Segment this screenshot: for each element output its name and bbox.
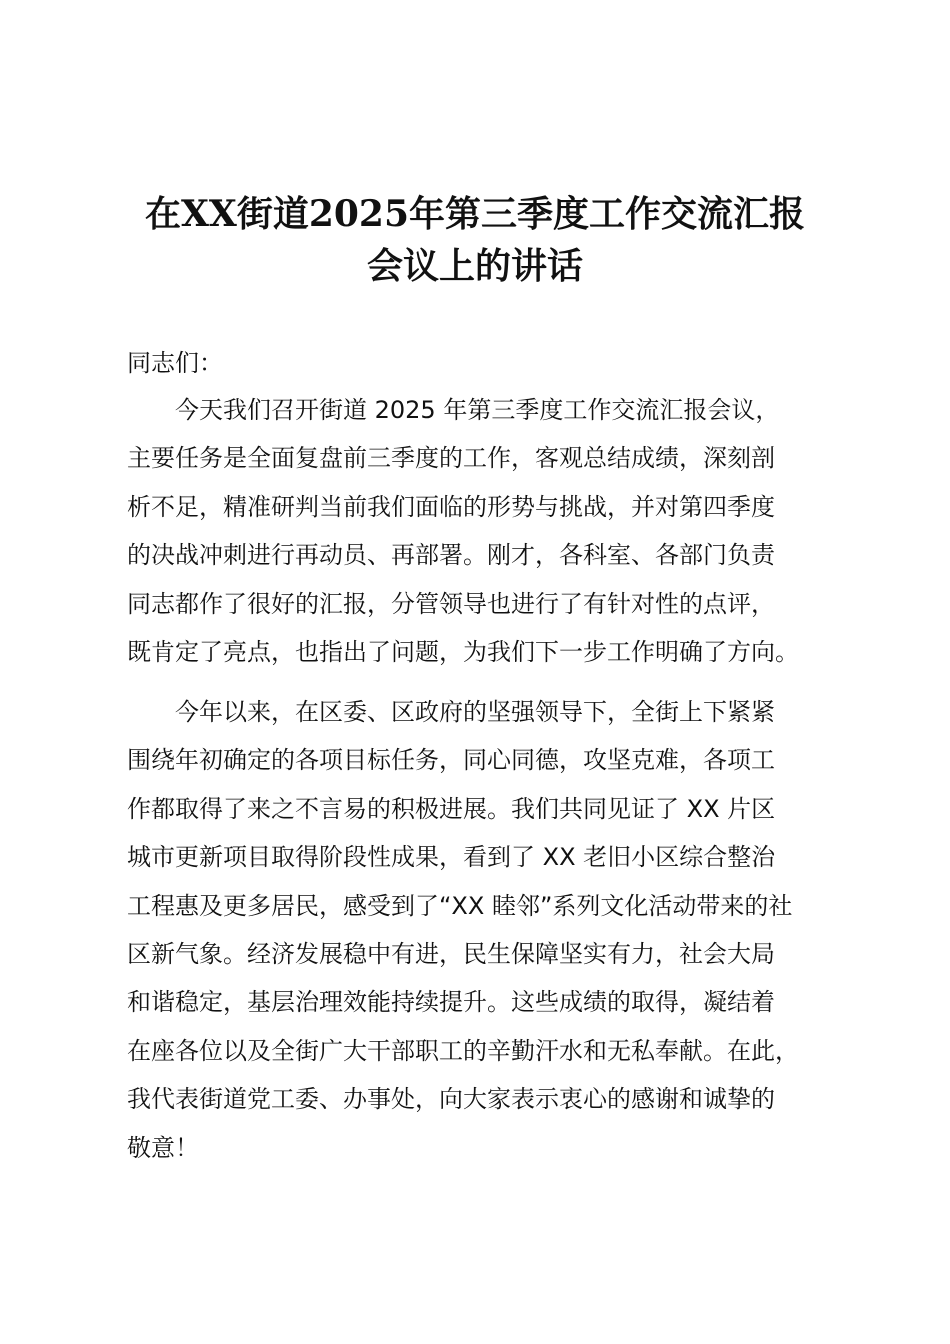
paragraph-line: 主要任务是全面复盘前三季度的工作，客观总结成绩，深刻剖	[127, 444, 775, 473]
paragraph-line: 既肯定了亮点，也指出了问题，为我们下一步工作明确了方向。	[127, 637, 799, 666]
salutation: 同志们：	[127, 349, 223, 377]
paragraph-line: 作都取得了来之不言易的积极进展。我们共同见证了 XX 片区	[127, 794, 776, 823]
paragraph-line: 围绕年初确定的各项目标任务，同心同德，攻坚克难，各项工	[127, 746, 775, 775]
paragraph-line: 区新气象。经济发展稳中有进，民生保障坚实有力，社会大局	[127, 939, 775, 968]
paragraph-line: 今天我们召开街道 2025 年第三季度工作交流汇报会议，	[175, 396, 780, 424]
paragraph-line: 和谐稳定，基层治理效能持续提升。这些成绩的取得，凝结着	[127, 988, 775, 1017]
paragraph-1	[127, 386, 852, 676]
paragraph-line: 工程惠及更多居民，感受到了“XX 睦邻”系列文化活动带来的社	[127, 891, 793, 920]
paragraph-line: 析不足，精准研判当前我们面临的形势与挑战，并对第四季度	[127, 492, 775, 521]
paragraph-line: 今年以来，在区委、区政府的坚强领导下，全街上下紧紧	[175, 698, 775, 726]
paragraph-2	[127, 688, 852, 1172]
paragraph-line: 敬意！	[127, 1133, 199, 1162]
paragraph-line: 的决战冲刺进行再动员、再部署。刚才，各科室、各部门负责	[127, 541, 775, 570]
paragraph-line: 同志都作了很好的汇报，分管领导也进行了有针对性的点评，	[127, 589, 775, 618]
paragraph-line: 城市更新项目取得阶段性成果，看到了 XX 老旧小区综合整治	[127, 843, 776, 872]
document-title-line-2: 会议上的讲话	[366, 245, 583, 287]
paragraph-line: 在座各位以及全街广大干部职工的辛勤汗水和无私奉献。在此，	[127, 1036, 799, 1065]
paragraph-line: 我代表街道党工委、办事处，向大家表示衷心的感谢和诚挚的	[127, 1085, 775, 1114]
document-title-line-1: 在XX街道2025年第三季度工作交流汇报	[144, 193, 806, 235]
